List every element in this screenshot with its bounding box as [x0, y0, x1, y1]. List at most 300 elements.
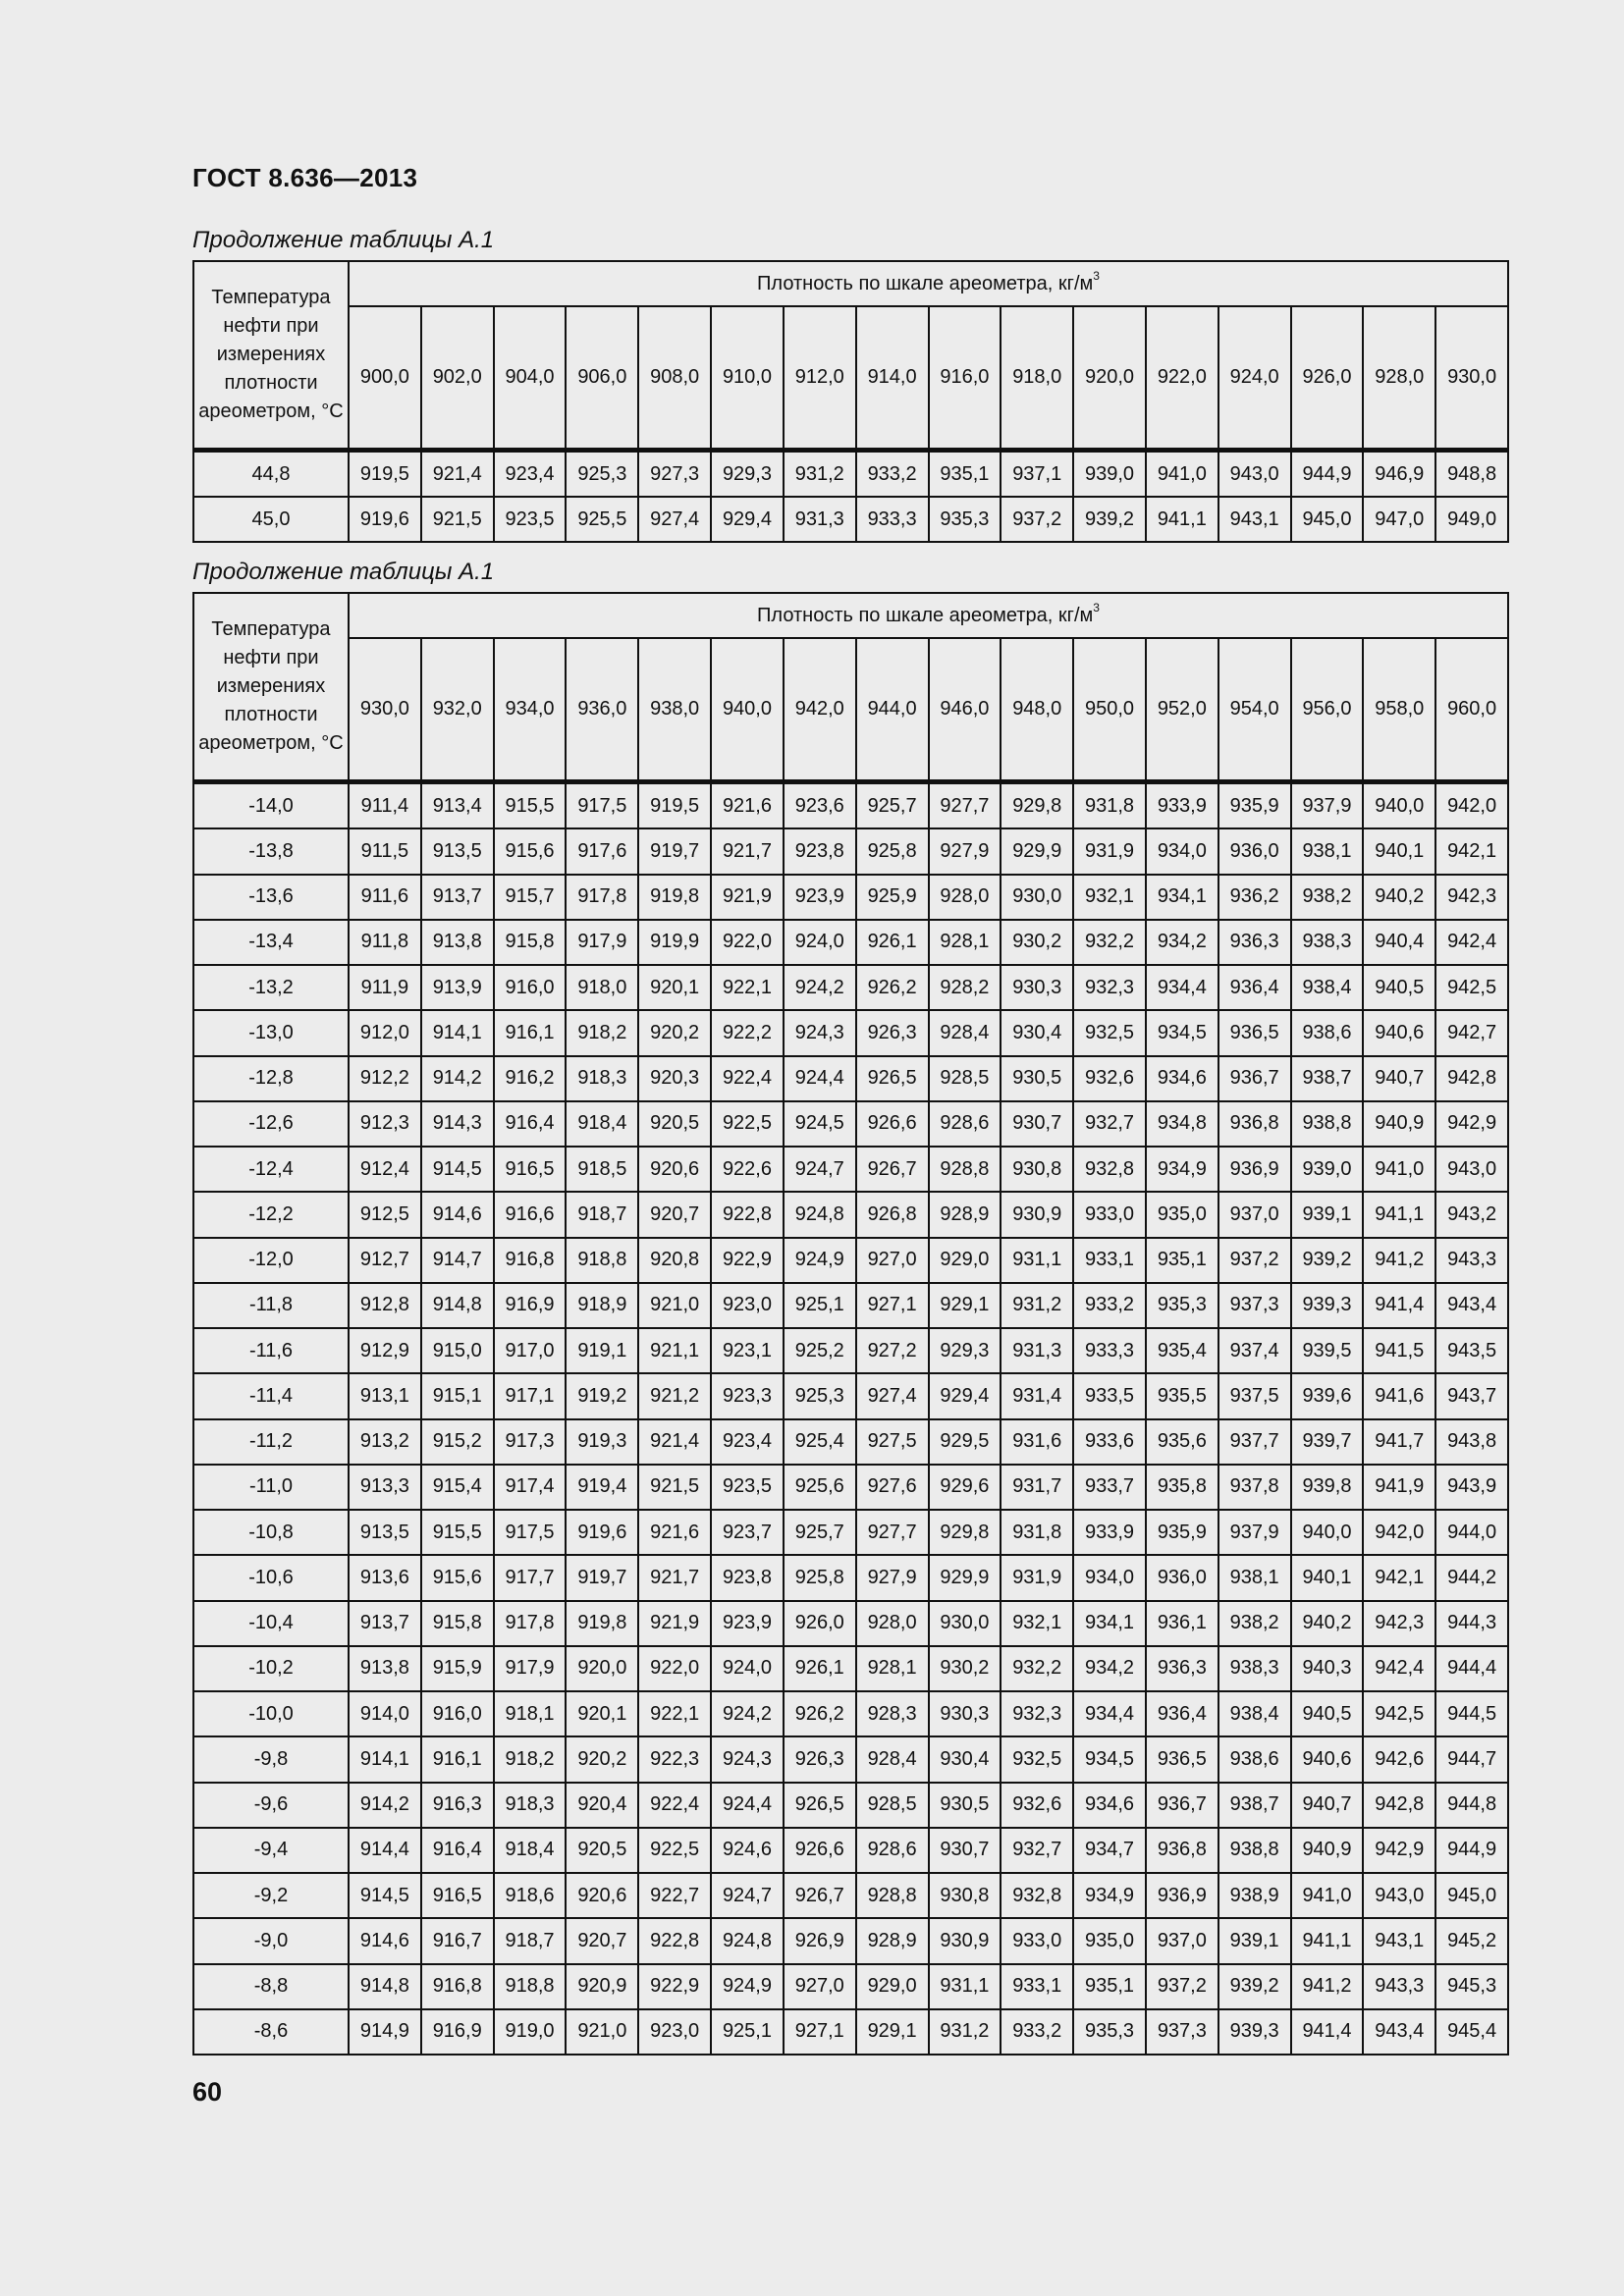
density-cell: 924,3 [784, 1010, 856, 1055]
density-cell: 942,3 [1435, 875, 1508, 920]
density-cell: 933,1 [1001, 1964, 1073, 2009]
temperature-cell: -13,2 [193, 965, 349, 1010]
density-cell: 922,9 [711, 1238, 784, 1283]
density-cell: 921,6 [711, 782, 784, 829]
density-column-header: 914,0 [856, 306, 929, 451]
density-cell: 935,3 [1073, 2009, 1146, 2055]
density-cell: 932,1 [1073, 875, 1146, 920]
header-row [193, 593, 1508, 638]
density-cell: 938,7 [1291, 1056, 1364, 1101]
table-row [193, 1465, 1508, 1510]
density-cell: 940,5 [1291, 1691, 1364, 1736]
density-cell: 920,7 [638, 1192, 711, 1237]
density-cell: 929,4 [929, 1373, 1001, 1418]
table-row [193, 1283, 1508, 1328]
density-column-header: 958,0 [1363, 638, 1435, 782]
table-row [193, 1601, 1508, 1646]
table-row [193, 1373, 1508, 1418]
density-cell: 928,5 [929, 1056, 1001, 1101]
density-cell: 917,7 [494, 1555, 567, 1600]
density-cell: 926,7 [856, 1147, 929, 1192]
table-row [193, 828, 1508, 874]
density-cell: 912,9 [349, 1328, 421, 1373]
density-cell: 923,9 [711, 1601, 784, 1646]
density-cell: 936,7 [1218, 1056, 1291, 1101]
density-cell: 924,2 [711, 1691, 784, 1736]
density-cell: 913,8 [421, 920, 494, 965]
density-cell: 931,4 [1001, 1373, 1073, 1418]
table-1-caption: Продолжение таблицы А.1 [192, 227, 495, 253]
density-cell: 919,7 [638, 828, 711, 874]
density-cell: 948,8 [1435, 451, 1508, 498]
density-cell: 927,5 [856, 1419, 929, 1465]
density-cell: 938,2 [1218, 1601, 1291, 1646]
temperature-cell: -8,8 [193, 1964, 349, 2009]
density-cell: 914,1 [421, 1010, 494, 1055]
density-cell: 930,7 [1001, 1101, 1073, 1147]
table-row [193, 1691, 1508, 1736]
density-cell: 915,0 [421, 1328, 494, 1373]
density-cell: 921,7 [638, 1555, 711, 1600]
density-cell: 911,9 [349, 965, 421, 1010]
density-cell: 927,9 [929, 828, 1001, 874]
table-row [193, 1646, 1508, 1691]
density-cell: 942,8 [1363, 1783, 1435, 1828]
density-cell: 937,9 [1218, 1510, 1291, 1555]
density-cell: 916,8 [421, 1964, 494, 2009]
density-cell: 940,2 [1363, 875, 1435, 920]
table-row [193, 1555, 1508, 1600]
density-cell: 942,5 [1435, 965, 1508, 1010]
density-cell: 934,6 [1073, 1783, 1146, 1828]
density-cell: 923,5 [711, 1465, 784, 1510]
density-cell: 927,0 [856, 1238, 929, 1283]
density-cell: 934,4 [1073, 1691, 1146, 1736]
temperature-cell: -13,8 [193, 828, 349, 874]
density-cell: 928,3 [856, 1691, 929, 1736]
density-column-header: 946,0 [929, 638, 1001, 782]
density-cell: 940,0 [1363, 782, 1435, 829]
density-cell: 924,5 [784, 1101, 856, 1147]
density-cell: 943,3 [1363, 1964, 1435, 2009]
density-cell: 929,0 [929, 1238, 1001, 1283]
density-cell: 936,7 [1146, 1783, 1218, 1828]
density-cell: 945,0 [1435, 1873, 1508, 1918]
density-column-header: 934,0 [494, 638, 567, 782]
density-column-header: 922,0 [1146, 306, 1218, 451]
density-cell: 939,2 [1073, 497, 1146, 542]
density-cell: 912,2 [349, 1056, 421, 1101]
density-cell: 934,1 [1146, 875, 1218, 920]
temperature-header: Температура нефти при измерениях плотности ареометром, °С [193, 593, 349, 782]
density-cell: 929,9 [929, 1555, 1001, 1600]
density-cell: 934,5 [1146, 1010, 1218, 1055]
temperature-cell: 44,8 [193, 451, 349, 498]
density-cell: 916,1 [421, 1736, 494, 1782]
density-cell: 913,5 [421, 828, 494, 874]
density-cell: 940,9 [1363, 1101, 1435, 1147]
density-cell: 930,8 [1001, 1147, 1073, 1192]
density-cell: 944,9 [1291, 451, 1364, 498]
density-cell: 911,4 [349, 782, 421, 829]
density-cell: 913,3 [349, 1465, 421, 1510]
density-cell: 930,0 [1001, 875, 1073, 920]
density-cell: 915,8 [494, 920, 567, 965]
density-cell: 932,7 [1073, 1101, 1146, 1147]
density-cell: 939,0 [1073, 451, 1146, 498]
table-row [193, 1192, 1508, 1237]
density-cell: 913,7 [421, 875, 494, 920]
density-cell: 922,7 [638, 1873, 711, 1918]
density-cell: 939,3 [1291, 1283, 1364, 1328]
density-cell: 937,3 [1218, 1283, 1291, 1328]
document-title: ГОСТ 8.636—2013 [192, 163, 418, 192]
table-row [193, 1238, 1508, 1283]
density-cell: 943,4 [1363, 2009, 1435, 2055]
density-cell: 934,6 [1146, 1056, 1218, 1101]
density-column-header: 960,0 [1435, 638, 1508, 782]
density-scale-header-text: Плотность по шкале ареометра, кг/м [757, 272, 1094, 294]
temperature-cell: 45,0 [193, 497, 349, 542]
density-cell: 919,7 [566, 1555, 638, 1600]
temperature-cell: -12,4 [193, 1147, 349, 1192]
density-cell: 931,6 [1001, 1419, 1073, 1465]
density-column-header: 928,0 [1363, 306, 1435, 451]
density-column-header: 918,0 [1001, 306, 1073, 451]
density-cell: 918,6 [494, 1873, 567, 1918]
density-column-header: 948,0 [1001, 638, 1073, 782]
density-cell: 921,9 [711, 875, 784, 920]
density-cell: 943,1 [1218, 497, 1291, 542]
density-cell: 917,0 [494, 1328, 567, 1373]
density-cell: 942,0 [1435, 782, 1508, 829]
density-cell: 913,7 [349, 1601, 421, 1646]
density-cell: 945,2 [1435, 1918, 1508, 1963]
density-cell: 928,6 [856, 1828, 929, 1873]
density-cell: 941,9 [1363, 1465, 1435, 1510]
density-cell: 931,2 [929, 2009, 1001, 2055]
density-cell: 915,4 [421, 1465, 494, 1510]
density-cell: 913,6 [349, 1555, 421, 1600]
density-cell: 943,4 [1435, 1283, 1508, 1328]
density-cell: 933,2 [856, 451, 929, 498]
density-cell: 932,8 [1001, 1873, 1073, 1918]
density-cell: 914,5 [421, 1147, 494, 1192]
density-cell: 933,2 [1073, 1283, 1146, 1328]
density-column-header: 900,0 [349, 306, 421, 451]
density-scale-header [349, 261, 1508, 306]
density-columns-row [193, 638, 1508, 782]
table-row [193, 782, 1508, 829]
density-cell: 930,4 [1001, 1010, 1073, 1055]
density-cell: 934,5 [1073, 1736, 1146, 1782]
density-cell: 918,7 [494, 1918, 567, 1963]
density-cell: 911,6 [349, 875, 421, 920]
density-cell: 919,0 [494, 2009, 567, 2055]
density-cell: 916,2 [494, 1056, 567, 1101]
density-cell: 922,8 [638, 1918, 711, 1963]
density-cell: 929,1 [856, 2009, 929, 2055]
density-cell: 916,7 [421, 1918, 494, 1963]
density-cell: 942,3 [1363, 1601, 1435, 1646]
density-cell: 927,1 [784, 2009, 856, 2055]
temperature-cell: -11,6 [193, 1328, 349, 1373]
density-cell: 915,5 [421, 1510, 494, 1555]
density-cell: 944,2 [1435, 1555, 1508, 1600]
density-cell: 937,4 [1218, 1328, 1291, 1373]
density-cell: 941,2 [1291, 1964, 1364, 2009]
density-column-header: 950,0 [1073, 638, 1146, 782]
density-column-header: 952,0 [1146, 638, 1218, 782]
density-cell: 936,4 [1218, 965, 1291, 1010]
density-cell: 924,3 [711, 1736, 784, 1782]
density-cell: 923,4 [711, 1419, 784, 1465]
density-cell: 938,4 [1291, 965, 1364, 1010]
density-cell: 927,6 [856, 1465, 929, 1510]
density-cell: 931,7 [1001, 1465, 1073, 1510]
density-cell: 939,5 [1291, 1328, 1364, 1373]
density-cell: 925,9 [856, 875, 929, 920]
density-cell: 941,6 [1363, 1373, 1435, 1418]
density-cell: 920,8 [638, 1238, 711, 1283]
density-cell: 930,9 [929, 1918, 1001, 1963]
temperature-cell: -12,0 [193, 1238, 349, 1283]
density-cell: 938,6 [1291, 1010, 1364, 1055]
density-cell: 926,6 [784, 1828, 856, 1873]
density-cell: 935,9 [1146, 1510, 1218, 1555]
density-cell: 916,5 [421, 1873, 494, 1918]
density-cell: 925,4 [784, 1419, 856, 1465]
density-cell: 925,7 [856, 782, 929, 829]
density-cell: 936,3 [1218, 920, 1291, 965]
table-row [193, 920, 1508, 965]
temperature-cell: -11,2 [193, 1419, 349, 1465]
density-cell: 932,6 [1001, 1783, 1073, 1828]
density-cell: 924,4 [784, 1056, 856, 1101]
density-cell: 947,0 [1363, 497, 1435, 542]
temperature-cell: -9,4 [193, 1828, 349, 1873]
density-cell: 924,4 [711, 1783, 784, 1828]
density-cell: 921,4 [638, 1419, 711, 1465]
density-cell: 924,6 [711, 1828, 784, 1873]
density-cell: 932,3 [1001, 1691, 1073, 1736]
density-cell: 937,5 [1218, 1373, 1291, 1418]
density-cell: 928,4 [856, 1736, 929, 1782]
density-cell: 922,9 [638, 1964, 711, 2009]
density-cell: 925,8 [784, 1555, 856, 1600]
density-cell: 913,1 [349, 1373, 421, 1418]
density-cell: 940,6 [1291, 1736, 1364, 1782]
density-cell: 940,6 [1363, 1010, 1435, 1055]
density-cell: 934,0 [1146, 828, 1218, 874]
density-cell: 940,0 [1291, 1510, 1364, 1555]
density-cell: 925,6 [784, 1465, 856, 1510]
density-cell: 915,9 [421, 1646, 494, 1691]
density-column-header: 940,0 [711, 638, 784, 782]
density-cell: 918,3 [566, 1056, 638, 1101]
density-cell: 919,3 [566, 1419, 638, 1465]
density-cell: 924,7 [711, 1873, 784, 1918]
density-cell: 925,3 [566, 451, 638, 498]
density-cell: 918,4 [494, 1828, 567, 1873]
density-cell: 939,3 [1218, 2009, 1291, 2055]
density-column-header: 954,0 [1218, 638, 1291, 782]
density-cell: 934,9 [1073, 1873, 1146, 1918]
temperature-cell: -11,4 [193, 1373, 349, 1418]
density-cell: 941,0 [1363, 1147, 1435, 1192]
density-cell: 930,5 [1001, 1056, 1073, 1101]
density-cell: 945,0 [1291, 497, 1364, 542]
density-cell: 914,4 [349, 1828, 421, 1873]
density-cell: 938,6 [1218, 1736, 1291, 1782]
density-cell: 935,1 [1073, 1964, 1146, 2009]
density-cell: 921,7 [711, 828, 784, 874]
density-cell: 939,2 [1291, 1238, 1364, 1283]
density-cell: 931,3 [784, 497, 856, 542]
density-cell: 930,9 [1001, 1192, 1073, 1237]
density-cell: 922,1 [638, 1691, 711, 1736]
unit-exponent: 3 [1093, 600, 1100, 614]
density-cell: 920,1 [566, 1691, 638, 1736]
density-cell: 939,0 [1291, 1147, 1364, 1192]
density-column-header: 920,0 [1073, 306, 1146, 451]
table-row [193, 1736, 1508, 1782]
density-cell: 924,0 [784, 920, 856, 965]
density-cell: 931,1 [1001, 1238, 1073, 1283]
density-cell: 927,2 [856, 1328, 929, 1373]
density-cell: 921,5 [638, 1465, 711, 1510]
density-cell: 940,1 [1291, 1555, 1364, 1600]
density-cell: 928,5 [856, 1783, 929, 1828]
density-cell: 938,7 [1218, 1783, 1291, 1828]
density-column-header: 916,0 [929, 306, 1001, 451]
density-cell: 933,9 [1073, 1510, 1146, 1555]
density-cell: 924,8 [711, 1918, 784, 1963]
density-cell: 936,8 [1146, 1828, 1218, 1873]
density-column-header: 944,0 [856, 638, 929, 782]
density-cell: 930,3 [1001, 965, 1073, 1010]
density-cell: 920,3 [638, 1056, 711, 1101]
density-cell: 938,8 [1291, 1101, 1364, 1147]
density-cell: 940,2 [1291, 1601, 1364, 1646]
density-cell: 913,2 [349, 1419, 421, 1465]
density-cell: 914,1 [349, 1736, 421, 1782]
density-cell: 937,9 [1291, 782, 1364, 829]
density-cell: 916,3 [421, 1783, 494, 1828]
density-cell: 919,8 [638, 875, 711, 920]
density-cell: 917,4 [494, 1465, 567, 1510]
density-cell: 923,5 [494, 497, 567, 542]
density-cell: 938,8 [1218, 1828, 1291, 1873]
density-cell: 937,2 [1218, 1238, 1291, 1283]
density-cell: 924,8 [784, 1192, 856, 1237]
table-row [193, 497, 1508, 542]
density-cell: 916,0 [494, 965, 567, 1010]
density-cell: 929,9 [1001, 828, 1073, 874]
density-cell: 938,2 [1291, 875, 1364, 920]
density-column-header: 908,0 [638, 306, 711, 451]
density-cell: 926,5 [784, 1783, 856, 1828]
density-cell: 914,2 [421, 1056, 494, 1101]
density-cell: 926,9 [784, 1918, 856, 1963]
density-cell: 914,0 [349, 1691, 421, 1736]
density-cell: 924,7 [784, 1147, 856, 1192]
density-cell: 941,1 [1291, 1918, 1364, 1963]
density-cell: 943,5 [1435, 1328, 1508, 1373]
density-cell: 922,0 [638, 1646, 711, 1691]
density-cell: 914,6 [421, 1192, 494, 1237]
density-cell: 920,0 [566, 1646, 638, 1691]
density-cell: 936,4 [1146, 1691, 1218, 1736]
table-row [193, 1147, 1508, 1192]
density-cell: 926,2 [784, 1691, 856, 1736]
density-cell: 935,8 [1146, 1465, 1218, 1510]
table-row [193, 1010, 1508, 1055]
temperature-cell: -10,2 [193, 1646, 349, 1691]
density-cell: 937,1 [1001, 451, 1073, 498]
density-cell: 940,7 [1363, 1056, 1435, 1101]
density-cell: 919,5 [638, 782, 711, 829]
density-cell: 927,1 [856, 1283, 929, 1328]
density-cell: 928,1 [929, 920, 1001, 965]
density-cell: 926,5 [856, 1056, 929, 1101]
density-cell: 917,9 [494, 1646, 567, 1691]
density-cell: 924,9 [711, 1964, 784, 2009]
density-cell: 918,2 [566, 1010, 638, 1055]
density-cell: 915,2 [421, 1419, 494, 1465]
density-cell: 931,2 [1001, 1283, 1073, 1328]
density-column-header: 938,0 [638, 638, 711, 782]
density-cell: 936,0 [1218, 828, 1291, 874]
density-cell: 943,3 [1435, 1238, 1508, 1283]
density-cell: 925,1 [784, 1283, 856, 1328]
density-columns-row [193, 306, 1508, 451]
density-cell: 920,6 [638, 1147, 711, 1192]
density-cell: 928,9 [929, 1192, 1001, 1237]
density-cell: 941,1 [1363, 1192, 1435, 1237]
density-cell: 942,1 [1435, 828, 1508, 874]
table-row [193, 1783, 1508, 1828]
density-cell: 927,7 [929, 782, 1001, 829]
density-column-header: 910,0 [711, 306, 784, 451]
density-cell: 928,6 [929, 1101, 1001, 1147]
density-cell: 935,0 [1146, 1192, 1218, 1237]
density-cell: 938,3 [1291, 920, 1364, 965]
density-cell: 943,1 [1363, 1918, 1435, 1963]
density-cell: 927,4 [856, 1373, 929, 1418]
density-table-1 [192, 260, 1509, 543]
density-scale-header [349, 593, 1508, 638]
density-cell: 926,3 [784, 1736, 856, 1782]
density-cell: 915,7 [494, 875, 567, 920]
density-cell: 914,3 [421, 1101, 494, 1147]
density-cell: 942,1 [1363, 1555, 1435, 1600]
density-column-header: 942,0 [784, 638, 856, 782]
density-cell: 920,2 [638, 1010, 711, 1055]
density-cell: 913,9 [421, 965, 494, 1010]
density-cell: 922,6 [711, 1147, 784, 1192]
density-cell: 915,8 [421, 1601, 494, 1646]
density-cell: 940,7 [1291, 1783, 1364, 1828]
density-cell: 917,5 [494, 1510, 567, 1555]
density-cell: 936,9 [1146, 1873, 1218, 1918]
density-cell: 923,8 [784, 828, 856, 874]
density-cell: 915,6 [421, 1555, 494, 1600]
density-cell: 939,2 [1218, 1964, 1291, 2009]
density-cell: 912,7 [349, 1238, 421, 1283]
density-cell: 930,7 [929, 1828, 1001, 1873]
density-cell: 937,2 [1001, 497, 1073, 542]
